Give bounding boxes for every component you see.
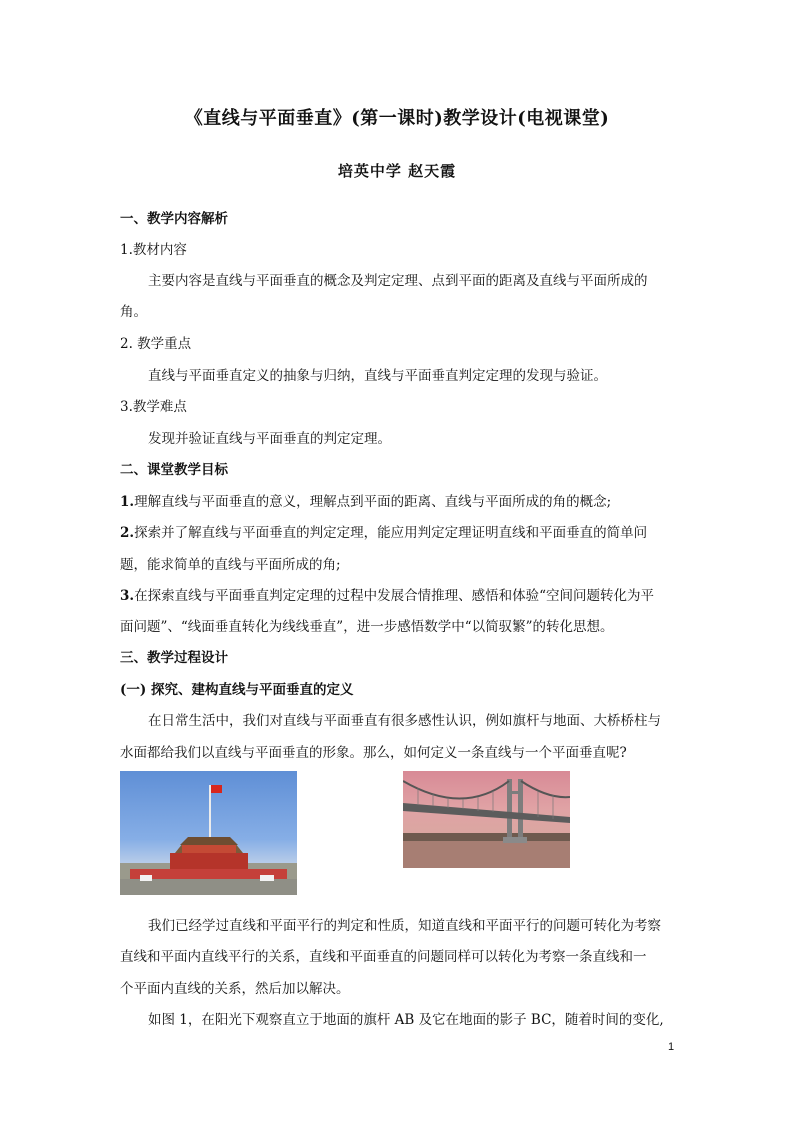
item-label-difficulties: 3.教学难点 bbox=[120, 399, 187, 415]
goal-2-number: 2. bbox=[120, 525, 135, 541]
paragraph-2-line1: 我们已经学过直线和平面平行的判定和性质，知道直线和平面平行的问题可转化为考察 bbox=[148, 918, 661, 934]
subsection-heading-definition: (一) 探究、建构直线与平面垂直的定义 bbox=[120, 682, 354, 698]
author-line: 培英中学 赵天霞 bbox=[337, 162, 457, 180]
goal-2-text-a: 探索并了解直线与平面垂直的判定定理，能应用判定定理证明直线和平面垂直的简单问 bbox=[134, 525, 648, 541]
item-text-material-line1: 主要内容是直线与平面垂直的概念及判定定理、点到平面的距离及直线与平面所成的 bbox=[148, 273, 648, 289]
tiananmen-flagpole-image bbox=[120, 771, 297, 895]
paragraph-2-line3: 个平面内直线的关系，然后加以解决。 bbox=[120, 981, 350, 997]
page-title: 《直线与平面垂直》(第一课时)教学设计(电视课堂) bbox=[184, 108, 610, 129]
paragraph-1-line2: 水面都给我们以直线与平面垂直的形象。那么，如何定义一条直线与一个平面垂直呢? bbox=[120, 745, 627, 761]
goal-1 bbox=[120, 490, 611, 510]
section-heading-objectives: 二、课堂教学目标 bbox=[120, 462, 228, 478]
goal-1-text: 理解直线与平面垂直的意义，理解点到平面的距离、直线与平面所成的角的概念; bbox=[134, 494, 612, 510]
goal-3-line2: 面问题”、“线面垂直转化为线线垂直”，进一步感悟数学中“以简驭繁”的转化思想。 bbox=[120, 619, 614, 635]
goal-1-number: 1. bbox=[120, 494, 135, 510]
item-text-key-points: 直线与平面垂直定义的抽象与归纳，直线与平面垂直判定定理的发现与验证。 bbox=[148, 368, 607, 384]
goal-2-line2: 题，能求简单的直线与平面所成的角; bbox=[120, 557, 341, 573]
paragraph-1-line1: 在日常生活中，我们对直线与平面垂直有很多感性认识，例如旗杆与地面、大桥桥柱与 bbox=[148, 713, 661, 729]
goal-3-number: 3. bbox=[120, 588, 135, 604]
item-text-difficulties: 发现并验证直线与平面垂直的判定定理。 bbox=[148, 431, 391, 447]
item-label-material: 1.教材内容 bbox=[120, 242, 187, 258]
goal-3-line1 bbox=[120, 584, 654, 604]
goal-3-text-a: 在探索直线与平面垂直判定定理的过程中发展合情推理、感悟和体验“空间问题转化为平 bbox=[134, 588, 654, 604]
suspension-bridge-image bbox=[403, 771, 570, 868]
section-heading-process: 三、教学过程设计 bbox=[120, 650, 228, 666]
section-heading-content-analysis: 一、教学内容解析 bbox=[120, 211, 228, 227]
item-label-key-points: 2. 教学重点 bbox=[120, 336, 192, 352]
item-text-material-line2: 角。 bbox=[120, 304, 147, 320]
page-number: 1 bbox=[668, 1041, 675, 1053]
goal-2-line1 bbox=[120, 521, 647, 541]
paragraph-2-line2: 直线和平面内直线平行的关系，直线和平面垂直的问题同样可以转化为考察一条直线和一 bbox=[120, 949, 647, 965]
paragraph-3-line1: 如图 1，在阳光下观察直立于地面的旗杆 AB 及它在地面的影子 BC，随着时间的变化, bbox=[148, 1012, 664, 1028]
